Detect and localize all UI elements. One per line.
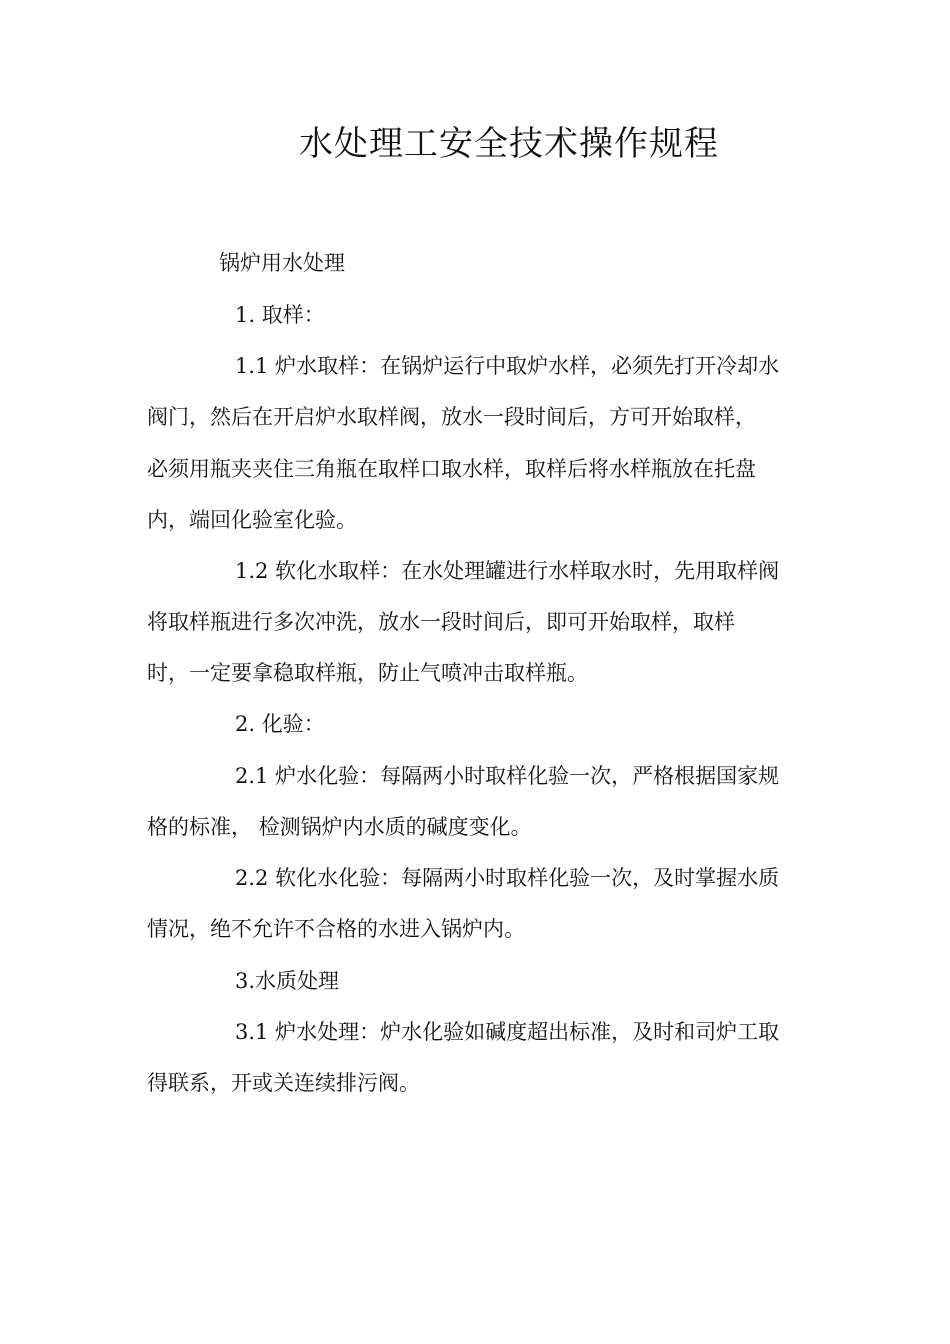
paragraph-line: 1.1 炉水取样：在锅炉运行中取炉水样，必须先打开冷却水 (235, 354, 780, 378)
section-heading: 锅炉用水处理 (219, 251, 345, 275)
document-title: 水处理工安全技术操作规程 (299, 124, 719, 164)
paragraph-line: 3.1 炉水处理：炉水化验如碱度超出标准，及时和司炉工取 (235, 1020, 780, 1044)
paragraph-line: 必须用瓶夹夹住三角瓶在取样口取水样，取样后将水样瓶放在托盘 (147, 457, 756, 481)
paragraph-line: 格的标准， 检测锅炉内水质的碱度变化。 (147, 815, 532, 839)
paragraph-line: 情况，绝不允许不合格的水进入锅炉内。 (147, 917, 525, 941)
paragraph-line: 2.2 软化水化验：每隔两小时取样化验一次，及时掌握水质 (235, 866, 780, 890)
paragraph-line: 内，端回化验室化验。 (147, 508, 357, 532)
heading-sampling: 1. 取样： (235, 303, 325, 327)
heading-testing: 2. 化验： (235, 712, 325, 736)
paragraph-line: 2.1 炉水化验：每隔两小时取样化验一次，严格根据国家规 (235, 764, 780, 788)
paragraph-line: 将取样瓶进行多次冲洗，放水一段时间后，即可开始取样，取样 (147, 610, 735, 634)
heading-water-treatment: 3.水质处理 (235, 969, 340, 993)
paragraph-line: 时，一定要拿稳取样瓶，防止气喷冲击取样瓶。 (147, 661, 588, 685)
paragraph-line: 1.2 软化水取样：在水处理罐进行水样取水时，先用取样阀 (235, 559, 780, 583)
paragraph-line: 得联系，开或关连续排污阀。 (147, 1071, 420, 1095)
paragraph-line: 阀门，然后在开启炉水取样阀，放水一段时间后，方可开始取样， (147, 405, 756, 429)
